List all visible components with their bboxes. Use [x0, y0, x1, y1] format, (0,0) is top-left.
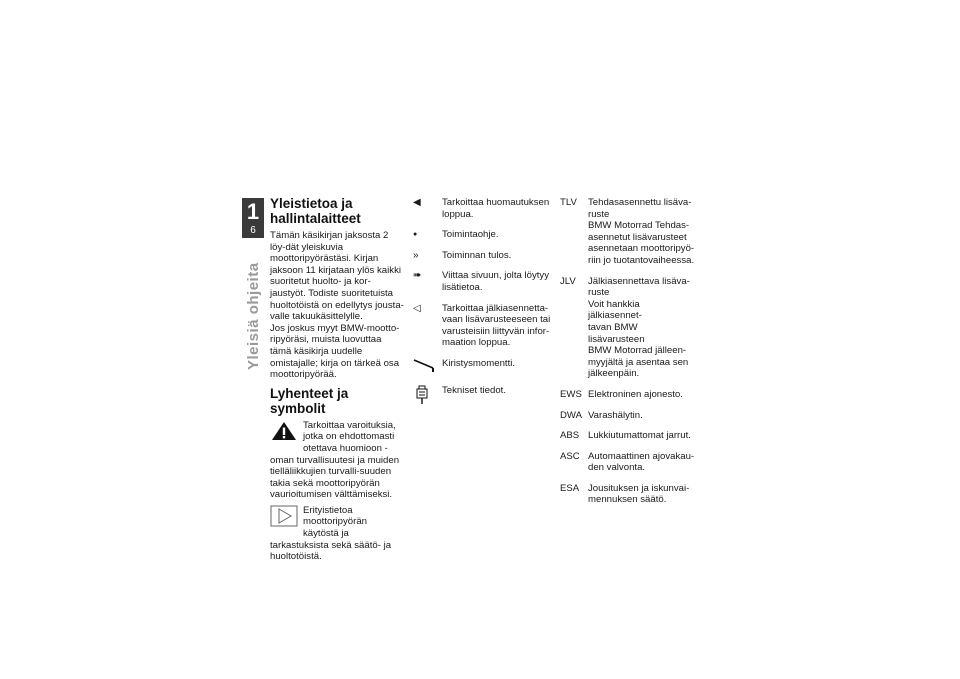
- abbreviation: DWA: [560, 409, 583, 421]
- warning-icon: [270, 420, 298, 442]
- abbreviation-row: [560, 483, 695, 506]
- torque-wrench-icon: [413, 358, 442, 376]
- abbreviation: EWS: [560, 388, 582, 400]
- warning-text: Tarkoittaa varoituksia, jotka on ehdottomasti otettava huomioon - oman turvallisuutesi ja muiden tielläliikkujien turvalli-suuden takia sekä moottoripyörän vaurioitumisen välttämiseksi.: [270, 419, 400, 501]
- double-chevron-icon: »: [413, 249, 419, 261]
- abbreviation: ABS: [560, 430, 580, 442]
- abbreviation-description: [588, 389, 695, 401]
- heading-abbreviations: Lyhenteet ja symbolit: [270, 385, 349, 416]
- intro-paragraph: Tämän käsikirjan jaksosta 2 löy-dät yleiskuvia moottoripyörästäsi. Kirjan jaksoon 11 kirjataan ylös kaikki suoritetut huolto- ja kor-jaustyöt. Todiste suoritetuista huoltotöistä on edellytys jousta-valle takuukäsittelylle.: [270, 230, 404, 323]
- description-line: den valvonta.: [588, 462, 646, 474]
- abbreviation-description: [588, 451, 695, 474]
- abbreviation-description: [588, 276, 695, 380]
- abbreviation-row: [560, 276, 695, 380]
- warning-paragraph: [270, 420, 405, 501]
- description-line: Elektroninen ajonesto.: [588, 388, 683, 400]
- note-paragraph: [270, 505, 405, 563]
- symbol-text: Toimintaohje.: [442, 229, 499, 241]
- abbreviation-description: [588, 410, 695, 422]
- description-line: Voit hankkia jälkiasennet-: [588, 298, 642, 322]
- symbol-row: [413, 303, 553, 349]
- description-line: asennetut lisävarusteet: [588, 231, 687, 243]
- manual-page: 1 6 Yleisiä ohjeita Yleistietoa ja hallintalaitteet Tämän käsikirjan jaksosta 2 löy-dät yleiskuvia moottoripyörästäsi. Kirjan jaksoon 11 kirjataan ylös kaikki suoritetut huolto- ja kor-jaustyöt. Todiste suoritetuista huoltotöistä on edellytys jousta-valle takuukäsittelylle. Jos joskus myyt BMW-mootto-ripyöräsi, muista luovuttaa tämä käsikirja uudelle omistajalle; kirja on tärkeä osa moottoripyörää. Lyhenteet ja symbolit Tarkoittaa varoituksia, jotka on ehdottomasti otettava huomioon - oman turvallisuutesi ja muiden tielläliikkujien turvalli-suuden takia sekä moottoripyörän vaurioitumisen välttämiseksi. Erityistietoa moottoripyörän käytöstä ja tarkastuksista sekä säätö- ja huoltotöistä. ◀ Tarkoittaa huomautuksen loppua. ● Toimintaohje. » Toiminnan tulos. ➠ Viittaa sivuun, jolta löytyy lisätietoa. ◁ Tarkoittaa jälkiasennetta-vaan lisävarusteeseen tai varusteisiin liittyvän infor-maation loppua. Kiristysmomentti. Tekniset tiedot. TLV Tehdasasennettu lisäva- ruste BMW Motorrad Tehdas- asennetut lisävarusteet asennetaan moottoripyö- riin jo tuotantovaiheessa. JLV Jälkiasennettava lisäva- ruste Voit hankkia jälkiasennet- tavan BMW lisävarusteen BMW Motorrad jälleen- myyjältä ja asentaa sen jälkeenpäin. EWS Elektroninen ajonesto. DWA Varashälytin. ABS Lukkiutumattomat jarrut. ASC Automaattinen ajovakau- den valvonta. ESA Jousituksen ja iskunvai- mennuksen säätö.: [0, 0, 960, 679]
- column-symbols: [413, 197, 553, 417]
- abbreviation-row: [560, 389, 695, 401]
- symbol-text: Kiristysmomentti.: [442, 357, 516, 369]
- triangle-left-outline-icon: ◁: [413, 302, 421, 314]
- abbreviation: TLV: [560, 197, 577, 208]
- symbol-text: Tekniset tiedot.: [442, 384, 506, 396]
- technical-data-icon: [413, 385, 442, 409]
- description-line: riin jo tuotantovaiheessa.: [588, 254, 695, 266]
- abbreviation-row: [560, 197, 695, 267]
- description-line: myyjältä ja asentaa sen: [588, 356, 689, 368]
- description-line: Jälkiasennettava lisäva-: [588, 275, 690, 287]
- symbol-row: [413, 385, 553, 409]
- bullet-icon: ●: [413, 231, 418, 239]
- page-number: 6: [250, 225, 256, 236]
- symbol-row: [413, 270, 553, 293]
- symbol-text: Viittaa sivuun, jolta löytyy lisätietoa.: [442, 270, 550, 293]
- arrow-right-icon: ➠: [413, 270, 422, 282]
- chapter-tab: [242, 198, 264, 238]
- description-line: Tehdasasennettu lisäva-: [588, 197, 692, 208]
- description-line: ruste: [588, 208, 610, 220]
- intro-paragraph-2: Jos joskus myyt BMW-mootto-ripyöräsi, muista luovuttaa tämä käsikirja uudelle omistajalle; kirja on tärkeä osa moottoripyörää.: [270, 322, 400, 381]
- note-icon: [270, 505, 298, 527]
- heading-general-info: Yleistietoa ja hallintalaitteet: [270, 196, 361, 226]
- description-line: tavan BMW lisävarusteen: [588, 321, 645, 345]
- description-line: mennuksen säätö.: [588, 494, 667, 506]
- description-line: Jousituksen ja iskunvai-: [588, 482, 690, 494]
- description-line: Varashälytin.: [588, 409, 643, 421]
- symbol-row: [413, 197, 553, 220]
- symbol-text: Tarkoittaa huomautuksen loppua.: [442, 197, 550, 220]
- abbreviation-row: [560, 430, 695, 442]
- abbreviation-description: [588, 430, 695, 442]
- abbreviation-row: [560, 410, 695, 422]
- description-line: Automaattinen ajovakau-: [588, 450, 695, 462]
- description-line: jälkeenpäin.: [588, 368, 640, 380]
- symbol-text: Tarkoittaa jälkiasennetta-vaan lisävarusteeseen tai varusteisiin liittyvän infor-maation loppua.: [442, 302, 551, 349]
- symbol-row: [413, 250, 553, 262]
- triangle-left-filled-icon: ◀: [413, 197, 421, 208]
- symbol-row: [413, 358, 553, 376]
- abbreviation: JLV: [560, 275, 576, 287]
- abbreviation-row: [560, 451, 695, 474]
- symbol-row: [413, 229, 553, 241]
- description-line: BMW Motorrad Tehdas-: [588, 220, 690, 232]
- abbreviation: ASC: [560, 450, 580, 462]
- abbreviation-description: [588, 483, 695, 506]
- description-line: Lukkiutumattomat jarrut.: [588, 430, 691, 442]
- note-text: Erityistietoa moottoripyörän käytöstä ja tarkastuksista sekä säätö- ja huoltotöistä.: [270, 504, 392, 563]
- column-abbreviations: [560, 197, 695, 515]
- description-line: BMW Motorrad jälleen-: [588, 345, 687, 357]
- description-line: asennetaan moottoripyö-: [588, 243, 695, 255]
- description-line: ruste: [588, 287, 610, 299]
- symbol-text: Toiminnan tulos.: [442, 249, 512, 261]
- column-general-info: [270, 197, 405, 563]
- abbreviation: ESA: [560, 482, 580, 494]
- abbreviation-description: [588, 197, 695, 267]
- chapter-number: 1: [246, 199, 260, 224]
